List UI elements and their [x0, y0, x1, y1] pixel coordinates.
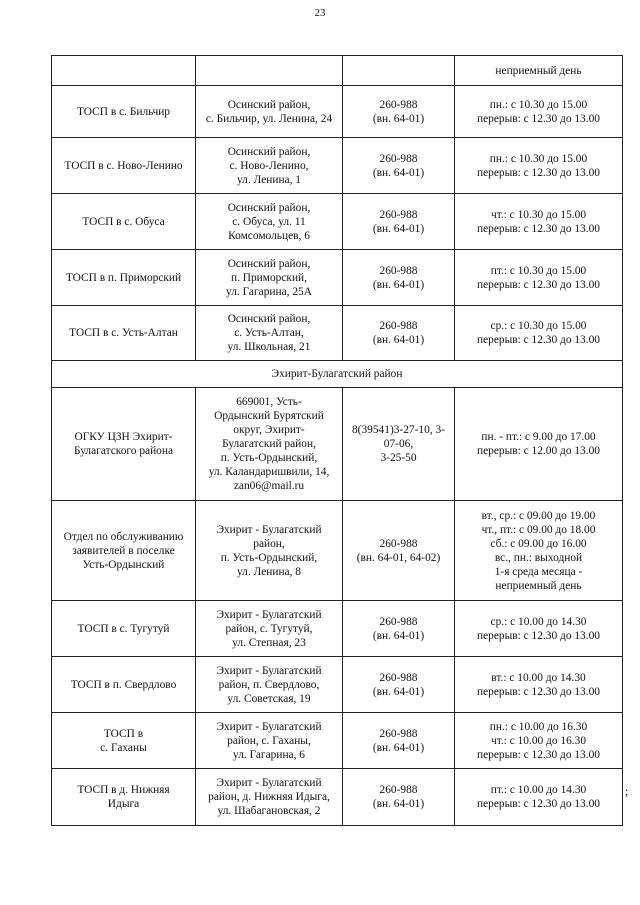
office-schedule: вт.: с 10.00 до 14.30 перерыв: с 12.30 до 13.00 — [455, 657, 623, 713]
office-schedule: ср.: с 10.30 до 15.00 перерыв: с 12.30 до 13.00 — [455, 306, 623, 361]
office-phone: 260-988 (вн. 64-01) — [343, 769, 455, 826]
office-address: Осинский район, с. Ново-Ленино, ул. Ленина, 1 — [196, 138, 343, 194]
office-address: 669001, Усть- Ордынский Бурятский округ, Эхирит- Булагатский район, п. Усть-Ордынский, ул. Каландаришвили, 14, zan06@mail.ru — [196, 388, 343, 501]
office-name: ТОСП в с. Обуса — [52, 194, 196, 250]
table-row — [52, 194, 623, 250]
office-phone: 260-988 (вн. 64-01, 64-02) — [343, 501, 455, 601]
office-phone: 260-988 (вн. 64-01) — [343, 250, 455, 306]
office-name: ТОСП в с. Бильчир — [52, 86, 196, 138]
office-phone: 260-988 (вн. 64-01) — [343, 713, 455, 769]
office-name: ТОСП в с. Тугутуй — [52, 601, 196, 657]
trailing-semicolon: ; — [625, 784, 629, 798]
table-row — [52, 138, 623, 194]
office-address: Эхирит - Булагатский район, п. Свердлово, ул. Советская, 19 — [196, 657, 343, 713]
office-phone: 260-988 (вн. 64-01) — [343, 657, 455, 713]
office-address: Эхирит - Булагатский район, с. Тугутуй, ул. Степная, 23 — [196, 601, 343, 657]
table-header-row — [52, 56, 623, 86]
table-row — [52, 388, 623, 501]
table-row — [52, 713, 623, 769]
office-schedule: пн. - пт.: с 9.00 до 17.00 перерыв: с 12.00 до 13.00 — [455, 388, 623, 501]
office-schedule: пн.: с 10.00 до 16.30 чт.: с 10.00 до 16.30 перерыв: с 12.30 до 13.00 — [455, 713, 623, 769]
office-schedule: ср.: с 10.00 до 14.30 перерыв: с 12.30 до 13.00 — [455, 601, 623, 657]
offices-table — [51, 55, 623, 826]
header-cell-name — [52, 56, 196, 86]
section-title: Эхирит-Булагатский район — [52, 361, 623, 388]
table-row — [52, 86, 623, 138]
office-name: Отдел по обслуживанию заявителей в поселке Усть-Ордынский — [52, 501, 196, 601]
office-name: ТОСП в п. Приморский — [52, 250, 196, 306]
office-phone: 8(39541)3-27-10, 3- 07-06, 3-25-50 — [343, 388, 455, 501]
table-row — [52, 601, 623, 657]
header-cell-address — [196, 56, 343, 86]
office-name: ТОСП в п. Свердлово — [52, 657, 196, 713]
table-row — [52, 501, 623, 601]
office-phone: 260-988 (вн. 64-01) — [343, 86, 455, 138]
office-name: ТОСП в с. Ново-Ленино — [52, 138, 196, 194]
office-schedule: вт., ср.: с 09.00 до 19.00 чт., пт.: с 09.00 до 18.00 сб.: с 09.00 до 16.00 вс., пн.: выходной 1-я среда месяца - неприемный день — [455, 501, 623, 601]
office-phone: 260-988 (вн. 64-01) — [343, 138, 455, 194]
office-address: Эхирит - Булагатский район, д. Нижняя Идыга, ул. Шабагановская, 2 — [196, 769, 343, 826]
office-schedule: пт.: с 10.30 до 15.00 перерыв: с 12.30 до 13.00 — [455, 250, 623, 306]
office-phone: 260-988 (вн. 64-01) — [343, 306, 455, 361]
office-address: Осинский район, с. Усть-Алтан, ул. Школьная, 21 — [196, 306, 343, 361]
office-schedule: чт.: с 10.30 до 15.00 перерыв: с 12.30 до 13.00 — [455, 194, 623, 250]
office-address: Эхирит - Булагатский район, с. Гаханы, ул. Гагарина, 6 — [196, 713, 343, 769]
header-cell-schedule: неприемный день — [455, 56, 623, 86]
office-schedule: пн.: с 10.30 до 15.00 перерыв: с 12.30 до 13.00 — [455, 138, 623, 194]
office-phone: 260-988 (вн. 64-01) — [343, 194, 455, 250]
section-row — [52, 361, 623, 388]
office-name: ОГКУ ЦЗН Эхирит- Булагатского района — [52, 388, 196, 501]
office-address: Осинский район, п. Приморский, ул. Гагарина, 25А — [196, 250, 343, 306]
office-address: Эхирит - Булагатский район, п. Усть-Ордынский, ул. Ленина, 8 — [196, 501, 343, 601]
office-name: ТОСП в с. Гаханы — [52, 713, 196, 769]
table-row — [52, 657, 623, 713]
office-phone: 260-988 (вн. 64-01) — [343, 601, 455, 657]
office-schedule: пт.: с 10.00 до 14.30 перерыв: с 12.30 до 13.00 — [455, 769, 623, 826]
office-name: ТОСП в с. Усть-Алтан — [52, 306, 196, 361]
table-row — [52, 250, 623, 306]
header-cell-phone — [343, 56, 455, 86]
office-address: Осинский район, с. Бильчир, ул. Ленина, 24 — [196, 86, 343, 138]
page-number: 23 — [314, 7, 326, 19]
office-address: Осинский район, с. Обуса, ул. 11 Комсомольцев, 6 — [196, 194, 343, 250]
office-schedule: пн.: с 10.30 до 15.00 перерыв: с 12.30 до 13.00 — [455, 86, 623, 138]
table-row — [52, 306, 623, 361]
office-name: ТОСП в д. Нижняя Идыга — [52, 769, 196, 826]
table-row — [52, 769, 623, 826]
